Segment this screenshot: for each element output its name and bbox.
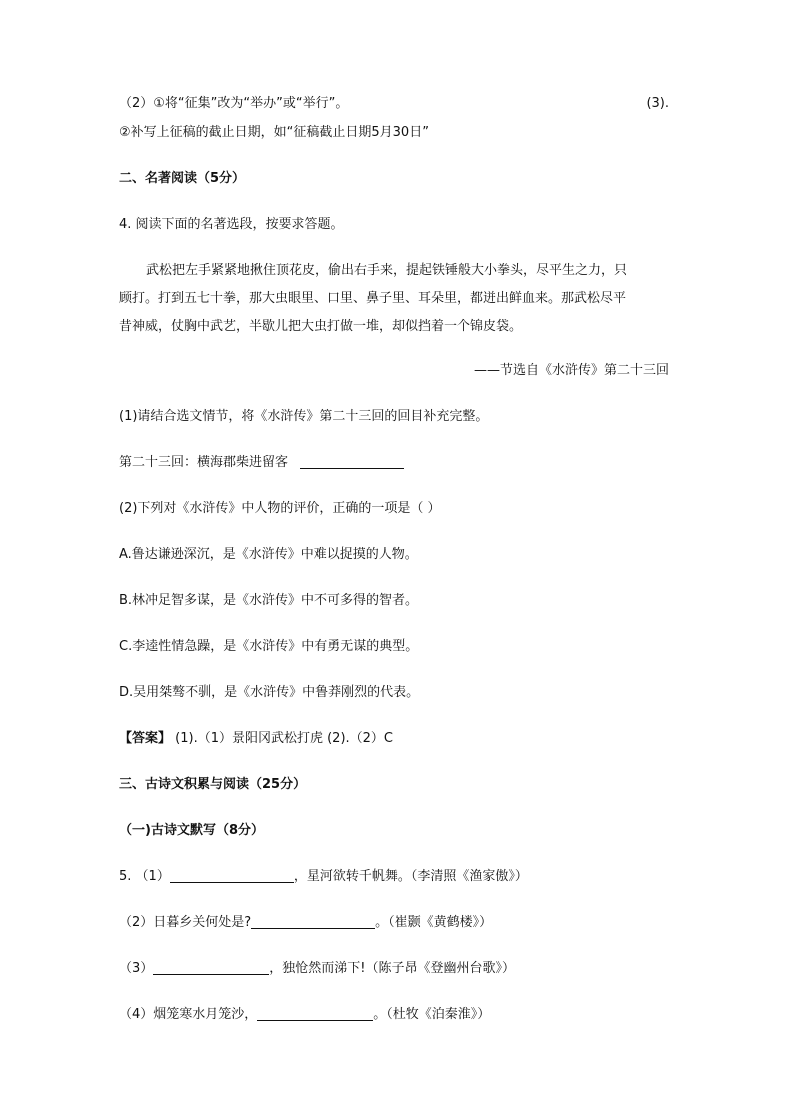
q5-line-2-post: 。（崔颢《黄鹤楼》） bbox=[375, 915, 493, 930]
q3-answer-line1: （2）①将“征集”改为“举办”或“举行”。 bbox=[119, 96, 349, 111]
q5-line-4-post: 。（杜牧《泊秦淮》） bbox=[373, 1007, 491, 1022]
section2-heading: 二、名著阅读（5分） bbox=[119, 171, 246, 186]
q5-number: 5. bbox=[119, 869, 132, 884]
option-c: C.李逵性情急躁，是《水浒传》中有勇无谋的典型。 bbox=[119, 639, 419, 654]
answer-text: (1).（1）景阳冈武松打虎 (2).（2）C bbox=[175, 731, 394, 746]
section3-subheading: （一)古诗文默写（8分） bbox=[119, 823, 264, 838]
option-d: D.吴用桀骜不驯，是《水浒传》中鲁莽刚烈的代表。 bbox=[119, 685, 420, 700]
section3-heading: 三、古诗文积累与阅读（25分） bbox=[119, 777, 307, 792]
q5-blank-1[interactable] bbox=[170, 868, 294, 883]
sub-question-1: (1)请结合选文情节，将《水浒传》第二十三回的回目补充完整。 bbox=[119, 409, 489, 424]
q5-line-1 bbox=[119, 868, 528, 886]
q5-blank-2[interactable] bbox=[251, 914, 375, 929]
answer-blank[interactable] bbox=[300, 454, 404, 469]
option-b: B.林冲足智多谋，是《水浒传》中不可多得的智者。 bbox=[119, 593, 419, 608]
q4-prompt: 4. 阅读下面的名著选段，按要求答题。 bbox=[119, 217, 344, 232]
option-a: A.鲁达谦逊深沉，是《水浒传》中难以捉摸的人物。 bbox=[119, 547, 418, 562]
q5-blank-4[interactable] bbox=[257, 1006, 373, 1021]
q5-line-4-pre: （4）烟笼寒水月笼沙， bbox=[119, 1007, 258, 1022]
q5-line-2-pre: （2）日暮乡关何处是? bbox=[119, 915, 252, 930]
fill-blank-prefix: 第二十三回：横海郡柴进留客 bbox=[119, 455, 289, 470]
answer-label: 【答案】 bbox=[119, 731, 172, 746]
q5-line-1-post: ，星河欲转千帆舞。（李清照《渔家傲》） bbox=[293, 869, 528, 884]
passage-line-1: 武松把左手紧紧地揪住顶花皮，偷出右手来，提起铁锤般大小拳头，尽平生之力，只 bbox=[146, 263, 628, 278]
q5-line-1-pre: （1） bbox=[135, 869, 170, 884]
fill-blank-line bbox=[119, 454, 404, 472]
q5-line-3-pre: （3） bbox=[119, 961, 154, 976]
q3-answer-line2: ②补写上征稿的截止日期，如“征稿截止日期5月30日” bbox=[119, 125, 429, 140]
q5-line-2 bbox=[119, 914, 492, 932]
passage-source: ——节选自《水浒传》第二十三回 bbox=[473, 363, 669, 378]
q5-blank-3[interactable] bbox=[153, 960, 269, 975]
q5-line-3 bbox=[119, 960, 515, 978]
sub-question-2: (2)下列对《水浒传》中人物的评价，正确的一项是（ ） bbox=[119, 501, 441, 516]
q5-line-3-post: ，独怆然而涕下!（陈子昂《登幽州台歌》） bbox=[269, 961, 515, 976]
passage-line-2: 顾打。打到五七十拳，那大虫眼里、口里、鼻子里、耳朵里，都迸出鲜血来。那武松尽平 bbox=[119, 291, 627, 306]
answer-line bbox=[119, 730, 393, 748]
passage-line-3: 昔神威，仗胸中武艺，半歇儿把大虫打做一堆，却似挡着一个锦皮袋。 bbox=[119, 319, 523, 334]
side-number: (3). bbox=[646, 96, 669, 111]
q5-line-4 bbox=[119, 1006, 490, 1024]
